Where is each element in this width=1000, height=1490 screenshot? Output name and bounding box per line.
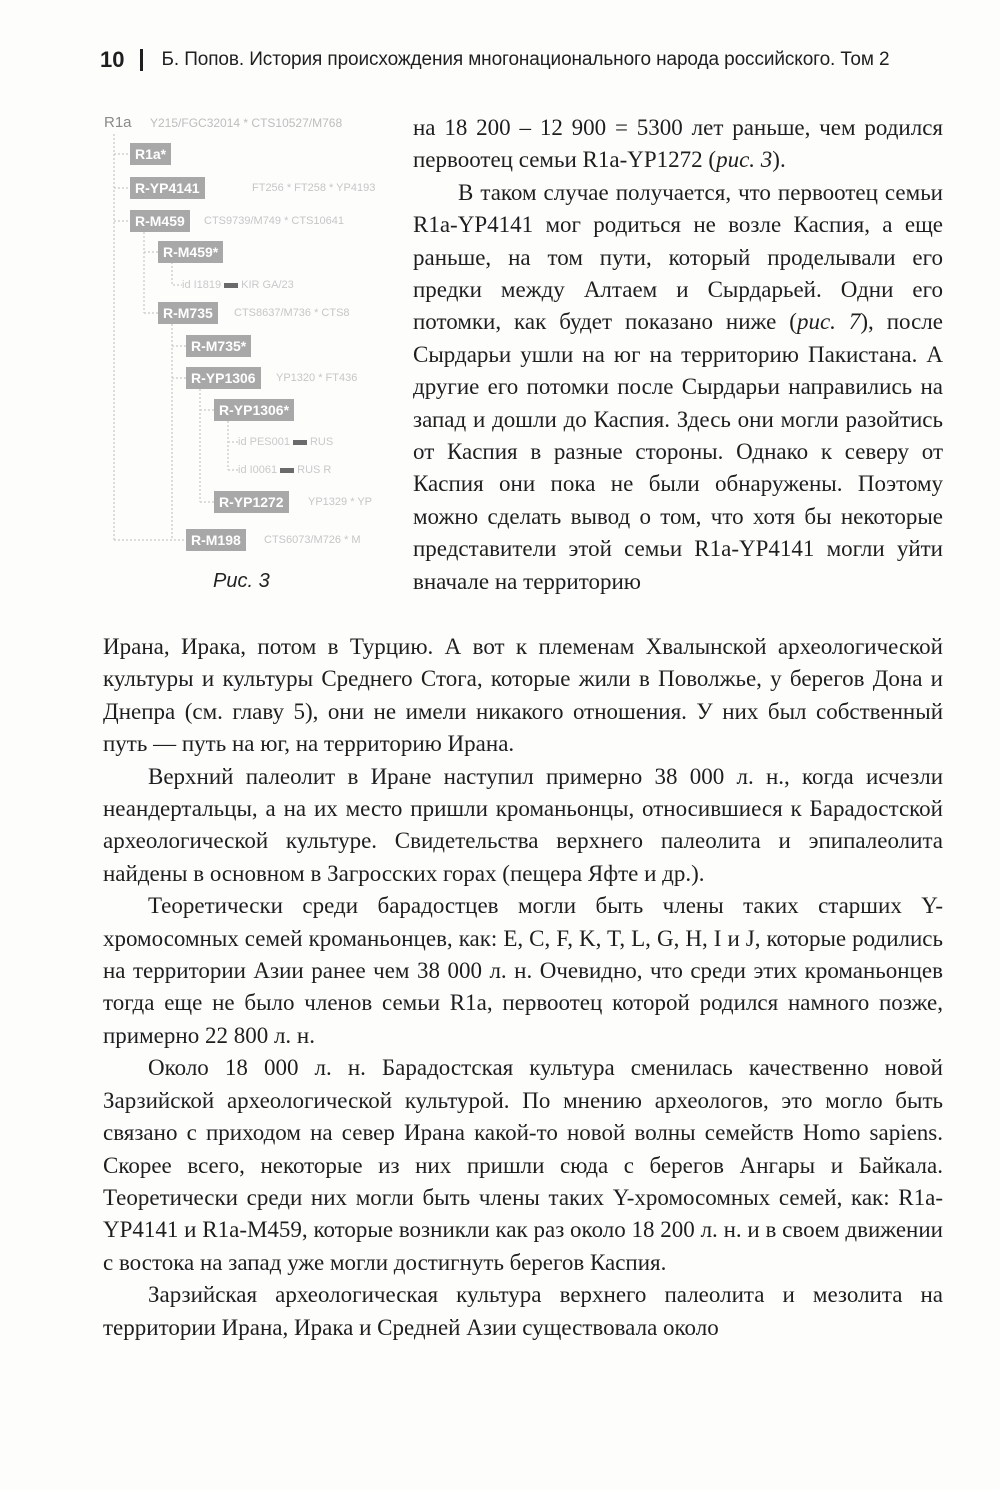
text-run: ), после Сырдарьи ушли на юг на территорию Пакистана. А другие его потомки после Сырдарьи направились на запад и дошли до Каспия. Здесь они могли разойтись от Каспия в разные стороны. Однако к северу от Каспия они пока не были обнаружены. Поэтому можно сделать вывод о том, что хотя бы некоторые представители этой семьи R1a-YP4141 могли уйти вначале на территорию [413,309,943,594]
header-divider [140,49,143,71]
sample-id: id PES001 [238,436,290,448]
sample-id: id I1819 [182,279,222,291]
tree-node-snps: FT256 * FT258 * YP4193 [252,182,376,194]
page-number: 10 [100,47,125,72]
column-paragraph [413,177,943,598]
figure-caption: Рис. 3 [213,570,270,592]
text-run: ). [772,147,786,173]
tree-node-r-m735: R-M735 [158,302,218,324]
sample-marker [293,440,307,445]
tree-node-r1a-star: R1a* [130,143,171,165]
body-paragraph: Зарзийская археологическая культура верхнего палеолита и мезолита на территории Ирана, Ирака и Средней Азии существовала около [103,1282,943,1340]
sample-tag: RUS [309,436,334,448]
sample-marker [280,468,294,473]
sample-marker [224,283,238,288]
figure-reference: рис. 3 [716,147,773,173]
body-paragraph: Около 18 000 л. н. Барадостская культура сменилась качественно новой Зарзийской археологической культурой. По мнению археологов, это могло быть связано с приходом на север Ирана какой-то новой волны семейств Homo sapiens. Скорее всего, некоторые из них пришли сюда с берегов Ангары и Байкала. Теоретически среди них могли быть члены таких Y-хромосомных семей, как: R1a-YP4141 и R1a-M459, которые возникли как раз около 18 200 л. н. и в своем движении с востока на запад уже могли достигнуть берегов Каспия. [103,1055,943,1275]
body-paragraph: Верхний палеолит в Иране наступил примерно 38 000 л. н., когда исчезли неандертальцы, а на их место пришли кроманьонцы, относившиеся к Барадостской археологической культуре. Свидетельства верхнего палеолита и эпипалеолита найдены в основном в Загросских горах (пещера Яфте и др.). [103,763,943,886]
tree-node-snps: YP1329 * YP [308,496,373,508]
tree-sample [238,462,396,478]
tree-sample [238,434,396,450]
tree-node-r-yp4141: R-YP4141 [130,177,205,199]
tree-node-snps: CTS9739/M749 * CTS10641 [204,215,345,227]
tree-node-snps: CTS6073/M726 * M [264,534,361,546]
tree-node-r-m459: R-M459 [130,210,190,232]
running-header [100,44,920,76]
connector-m735 [172,324,186,540]
tree-node-r-yp1306-star: R-YP1306* [214,399,294,421]
figure-reference: рис. 7 [796,309,861,335]
tree-node-r-yp1306: R-YP1306 [186,367,261,389]
tree-node-r-m459-star: R-M459* [158,241,223,263]
tree-node-snps: YP1320 * FT436 [276,372,358,384]
text-run: на 18 200 – 12 900 = 5300 лет раньше, чем родился первоотец семьи R1a-YP1272 ( [413,115,943,173]
column-paragraph [413,112,943,177]
tree-node-snps: CTS8637/M736 * CTS8 [234,307,350,319]
tree-node-r-yp1272: R-YP1272 [214,491,289,513]
tree-node-r-m735-star: R-M735* [186,335,251,357]
body-text [103,631,943,1344]
tree-root-snps: Y215/FGC32014 * CTS10527/M768 [150,116,343,130]
connector-m459 [144,232,158,313]
tree-node-r-m198: R-M198 [186,529,246,551]
connector-yp1306-samples [228,421,238,470]
sample-tag: KIR GA/23 [241,279,294,291]
body-paragraph: Теоретически среди барадостцев могли быть члены таких старших Y-хромосомных семей кроманьонцев, как: E, C, F, K, T, L, G, H, I и J, которые родились на территории Азии ранее чем 38 000 л. н. Очевидно, что среди этих кроманьонцев тогда еще не было членов семьи R1a, первоотец которой родился намного позже, примерно 22 800 л. н. [103,893,943,1048]
tree-root-label: R1a [104,114,132,131]
sample-tag: RUS R [297,464,332,476]
continuation-paragraph: Ирана, Ирака, потом в Турцию. А вот к племенам Хвалынской археологической культуры и культуры Среднего Стога, которые жили в Поволжье, у берегов Дона и Днепра (см. главу 5), они не имели никакого отношения. У них был собственный путь — путь на юг, на территорию Ирана. [103,634,943,757]
connector-m459-sample [172,262,182,285]
figure-3 [100,110,400,605]
sample-id: id I0061 [238,464,278,476]
column-text [413,112,943,598]
connector-yp1306 [200,389,214,502]
tree-sample [182,277,396,293]
running-title: Б. Попов. История происхождения многонационального народа российского. Том 2 [161,49,890,70]
text-run: В таком случае получается, что первоотец семьи R1a-YP4141 мог родиться не возле Каспия, а еще раньше, на том пути, который проделывали его предки между Алтаем и Сырдарьей. Одни его потомки, как будет показано ниже ( [413,179,943,335]
